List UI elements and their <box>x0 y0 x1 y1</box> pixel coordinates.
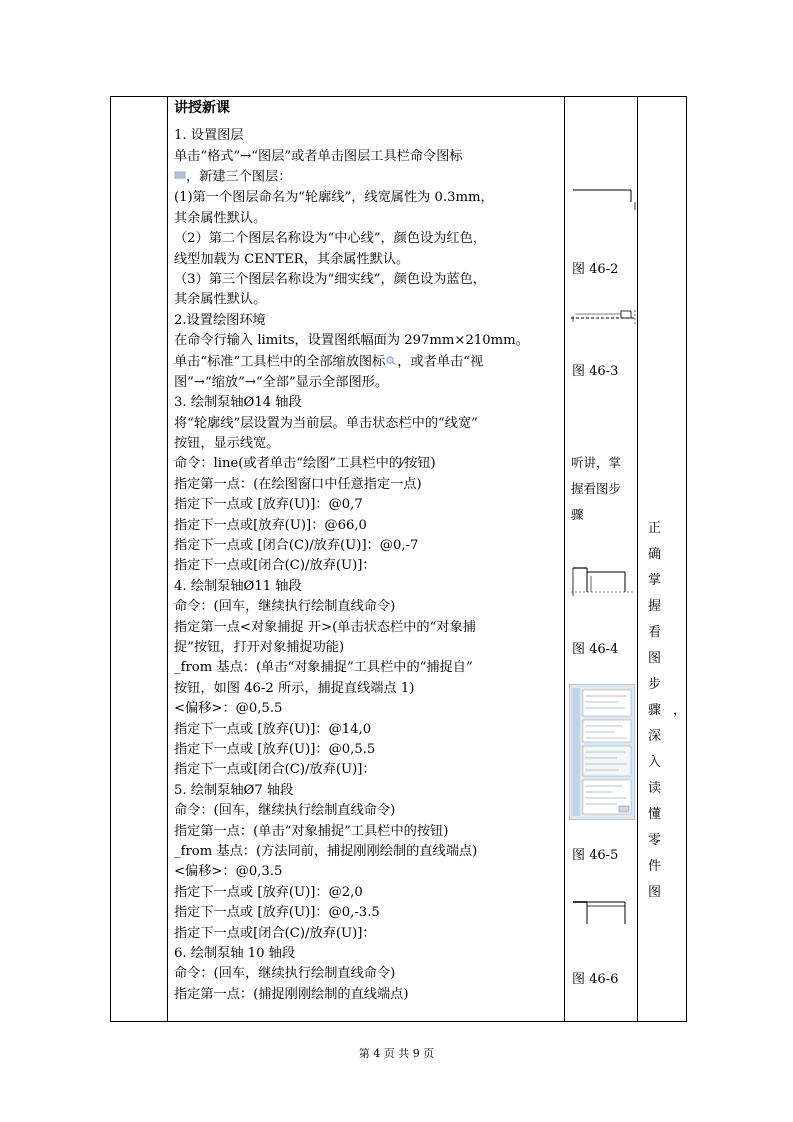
text-line: 4. 绘制泵轴Ø11 轴段 <box>174 578 302 594</box>
text-line: 指定下一点或 [闭合(C)/放弃(U)]：@0,-7 <box>174 537 419 553</box>
section-heading: 讲授新课 <box>174 100 230 116</box>
objective-column <box>638 98 699 1020</box>
text-line <box>174 352 564 373</box>
text-line: _from 基点：(方法同前，捕捉刚刚绘制的直线端点) <box>174 844 478 860</box>
text-line: 捉”按钮，打开对象捕捉功能) <box>174 639 345 655</box>
sketch-46-6 <box>569 894 635 932</box>
text-line: 指定第一点：(单击“对象捕捉”工具栏中的按钮) <box>174 823 449 839</box>
text-line: 1. 设置图层 <box>174 128 244 144</box>
text-line: 其余属性默认。 <box>174 210 267 226</box>
text-line: 按钮，如图 46-2 所示，捕捉直线端点 1) <box>174 680 415 696</box>
text-line: 指定下一点或 [放弃(U)]：@0,7 <box>174 497 363 513</box>
text-line: 指定下一点或 [放弃(U)]：@0,5.5 <box>174 742 376 757</box>
text-segment: ，或者单击“视 <box>397 354 484 370</box>
text-line: 指定下一点或 [放弃(U)]：@2,0 <box>174 884 363 900</box>
sketch-46-3 <box>569 306 639 334</box>
text-line: 将“轮廓线”层设置为当前层。单击状态栏中的“线宽” <box>174 415 478 431</box>
text-line: 指定第一点：(捕捉刚刚绘制的直线端点) <box>174 986 409 1002</box>
text-line: 5. 绘制泵轴Ø7 轴段 <box>174 782 294 798</box>
text-line: 6. 绘制泵轴 10 轴段 <box>174 946 296 962</box>
lesson-content <box>174 98 564 1020</box>
page-footer: 第 4 页 共 9 页 <box>358 1047 435 1060</box>
sketch-46-4 <box>569 562 639 602</box>
text-line: (1)第一个图层命名为“轮廓线”，线宽属性为 0.3mm， <box>174 190 494 206</box>
text-line: 命令：line(或者单击“绘图”工具栏中的⁄按钮) <box>174 456 436 472</box>
text-line: <偏移>：@0,3.5 <box>174 864 283 880</box>
text-line: _from 基点：(单击“对象捕捉”工具栏中的“捕捉自” <box>174 660 473 676</box>
text-line: 命令：(回车，继续执行绘制直线命令) <box>174 599 396 615</box>
layer-icon <box>174 167 186 187</box>
text-line: 按钮，显示线宽。 <box>174 435 280 451</box>
text-line: 3. 绘制泵轴Ø14 轴段 <box>174 395 302 411</box>
toolbar-screenshot-46-5 <box>569 684 635 824</box>
figure-column <box>565 98 637 1020</box>
text-line: 线型加载为 CENTER，其余属性默认。 <box>174 251 410 267</box>
figure-label-46-4: 图 46-4 <box>572 642 619 657</box>
text-line: 指定下一点或 [放弃(U)]：@14,0 <box>174 721 372 737</box>
text-line: 指定下一点或 [放弃(U)]：@0,-3.5 <box>174 905 380 921</box>
text-line: 指定第一点<对象捕捉 开>(单击状态栏中的“对象捕 <box>174 619 476 635</box>
teaching-note: 听讲，掌握看图步骤 <box>571 455 622 522</box>
text-line: 命令：(回车，继续执行绘制直线命令) <box>174 803 396 819</box>
zoom-all-icon <box>385 352 397 372</box>
text-line: <偏移>：@0,5.5 <box>174 701 283 717</box>
text-line: 指定第一点：(在绘图窗口中任意指定一点) <box>174 476 422 492</box>
text-line: 图”→“缩放”→“全部”显示全部图形。 <box>174 374 389 390</box>
text-line: （2）第二个图层名称设为“中心线”，颜色设为红色， <box>174 231 486 247</box>
column-divider <box>167 96 168 1022</box>
text-line: 2.设置绘图环境 <box>174 312 266 328</box>
text-line <box>174 167 564 188</box>
text-line: （3）第三个图层名称设为“细实线”，颜色设为蓝色， <box>174 271 486 287</box>
text-line: 在命令行输入 limits，设置图纸幅面为 297mm×210mm。 <box>174 333 529 349</box>
text-line: 指定下一点或[闭合(C)/放弃(U)]： <box>174 762 376 778</box>
text-line: 命令：(回车，继续执行绘制直线命令) <box>174 966 396 982</box>
figure-label-46-3: 图 46-3 <box>572 364 619 379</box>
figure-label-46-5: 图 46-5 <box>572 848 619 863</box>
learning-objective: 正确掌握看图步骤，深入读懂零件图 <box>648 521 699 900</box>
text-line: 单击“格式”→“图层”或者单击图层工具栏命令图标 <box>174 148 463 164</box>
text-line: 指定下一点或[闭合(C)/放弃(U)]： <box>174 558 376 574</box>
text-line: 指定下一点或[放弃(U)]：@66,0 <box>174 517 367 533</box>
figure-label-46-6: 图 46-6 <box>572 972 619 987</box>
text-line: 其余属性默认。 <box>174 292 267 308</box>
text-segment: ，新建三个图层： <box>186 169 292 185</box>
text-segment: 单击“标准”工具栏中的全部缩放图标 <box>174 354 386 370</box>
sketch-46-2 <box>569 186 637 220</box>
figure-label-46-2: 图 46-2 <box>572 262 619 277</box>
text-line: 指定下一点或[闭合(C)/放弃(U)]： <box>174 925 376 941</box>
